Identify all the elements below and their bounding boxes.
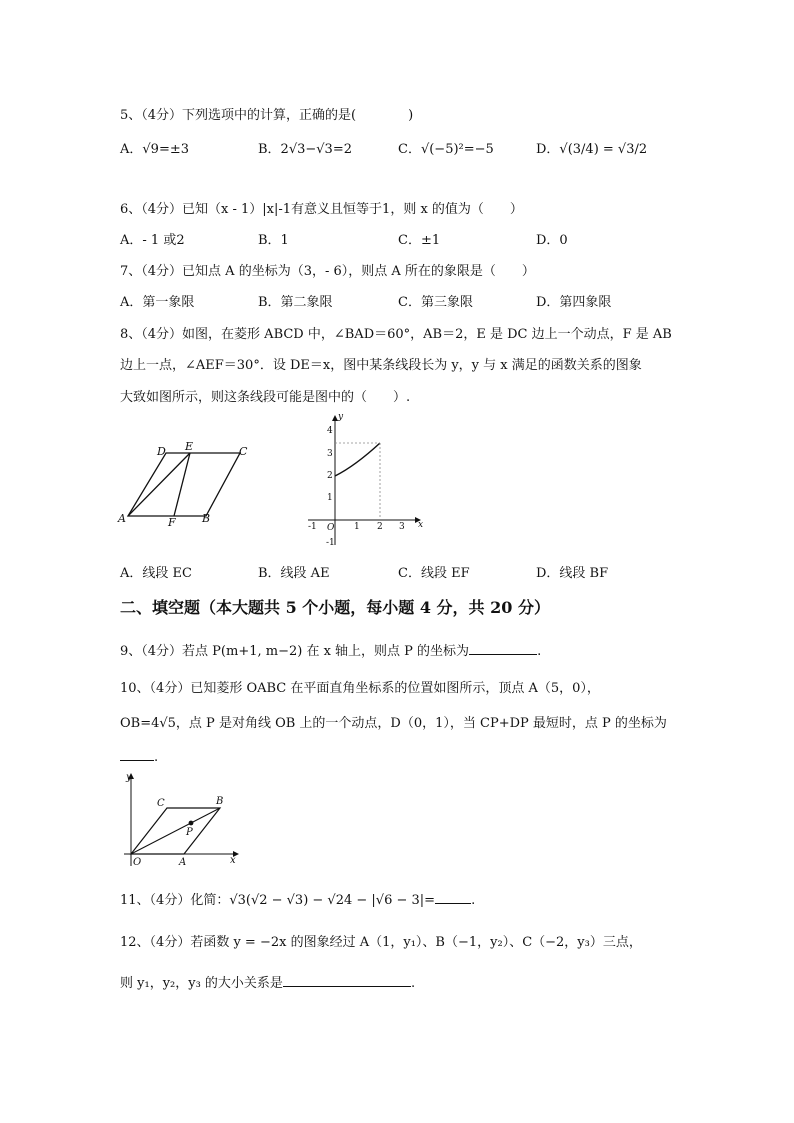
origin-label: O [327, 523, 335, 533]
x-tick-1: 1 [354, 522, 360, 532]
q5-option-a: A．√9=±3 [120, 142, 189, 157]
q10-answer-blank[interactable] [120, 748, 154, 761]
question-8-line-3: 大致如图所示，则这条线段可能是图中的（ ）. [120, 390, 411, 405]
y-tick-1: 1 [327, 493, 333, 503]
function-graph [300, 410, 430, 550]
question-12-line-2 [120, 972, 415, 991]
label-a: A [118, 512, 126, 525]
label-f: F [168, 516, 176, 529]
question-11 [120, 889, 475, 908]
axis-y-label: y [126, 772, 132, 783]
q6-option-d: D．0 [536, 233, 568, 248]
question-10-line-1: 10、（4分）已知菱形 OABC 在平面直角坐标系的位置如图所示，顶点 A（5，0）， [120, 681, 600, 696]
q8-option-d: D．线段 BF [536, 566, 609, 581]
q6-option-b: B．1 [258, 233, 289, 248]
q8-option-c: C．线段 EF [398, 566, 470, 581]
q8-option-a: A．线段 EC [120, 566, 192, 581]
label-p: P [186, 827, 193, 838]
section-heading: 二、填空题（本大题共 5 个小题，每小题 4 分，共 20 分） [120, 598, 550, 617]
label-o: O [133, 857, 142, 868]
label-c: C [239, 445, 248, 458]
q7-option-c: C．第三象限 [398, 295, 473, 310]
question-8-line-2: 边上一点，∠AEF＝30°．设 DE＝x，图中某条线段长为 y，y 与 x 满足的函数关系的图象 [120, 358, 642, 373]
q7-option-a: A．第一象限 [120, 295, 195, 310]
q9-answer-blank[interactable] [469, 642, 537, 655]
y-axis-label: y [338, 412, 344, 422]
label-b: B [202, 512, 211, 525]
axis-x-label: x [230, 855, 236, 866]
q12-end: . [410, 976, 416, 991]
label-e: E [185, 440, 194, 453]
q8-option-b: B．线段 AE [258, 566, 330, 581]
x-tick-neg1: -1 [308, 522, 317, 532]
label-c: C [157, 798, 165, 809]
q6-option-c: C．±1 [398, 233, 441, 248]
question-7-stem: 7、（4分）已知点 A 的坐标为（3，- 6），则点 A 所在的象限是（ ） [120, 264, 535, 279]
q12-answer-blank[interactable] [283, 974, 411, 987]
label-d: D [157, 445, 166, 458]
q9-stem: 9、（4分）若点 P(m+1, m−2) 在 x 轴上，则点 P 的坐标为 [120, 644, 470, 659]
q11-stem: 11、（4分）化简：√3(√2 − √3) − √24 − |√6 − 3|= [120, 893, 436, 908]
q9-end: . [537, 644, 542, 659]
question-12-line-1: 12、（4分）若函数 y = −2x 的图象经过 A（1，y₁）、B（−1，y₂）、C（−2，y₃）三点， [120, 935, 642, 950]
question-10-line-2: OB=4√5，点 P 是对角线 OB 上的一个动点，D（0，1），当 CP+DP 最短时，点 P 的坐标为 [120, 716, 667, 731]
point-p [189, 821, 194, 826]
q11-answer-blank[interactable] [435, 891, 471, 904]
q12-stem: 则 y₁，y₂，y₃ 的大小关系是 [120, 976, 283, 991]
y-tick-4: 4 [327, 426, 333, 436]
question-5-stem: 5、（4分）下列选项中的计算，正确的是( ) [120, 108, 414, 123]
y-tick-2: 2 [327, 471, 333, 481]
q7-option-d: D．第四象限 [536, 295, 612, 310]
y-tick-3: 3 [327, 449, 333, 459]
question-10-answer [120, 748, 158, 765]
q5-option-b: B．2√3−√3=2 [258, 142, 352, 157]
q6-option-a: A．- 1 或2 [120, 233, 185, 248]
question-8-line-1: 8、（4分）如图，在菱形 ABCD 中，∠BAD＝60°，AB＝2，E 是 DC 边上一个动点，F 是 AB [120, 327, 672, 342]
rhombus-figure [112, 436, 257, 530]
label-a: A [179, 857, 187, 868]
y-tick-neg1: -1 [326, 538, 335, 548]
question-9 [120, 640, 541, 659]
q10-end: . [154, 750, 159, 765]
q5-option-d: D．√(3/4) = √3/2 [536, 142, 648, 157]
coordinate-rhombus-figure [116, 770, 244, 868]
q11-end: . [471, 893, 476, 908]
question-6-stem: 6、（4分）已知（x - 1）|x|-1有意义且恒等于1，则 x 的值为（ ） [120, 202, 523, 217]
x-tick-3: 3 [399, 522, 405, 532]
q5-option-c: C．√(−5)²=−5 [398, 142, 494, 157]
x-axis-label: x [418, 520, 424, 530]
x-tick-2: 2 [377, 522, 383, 532]
q7-option-b: B．第二象限 [258, 295, 333, 310]
label-b: B [216, 796, 224, 807]
